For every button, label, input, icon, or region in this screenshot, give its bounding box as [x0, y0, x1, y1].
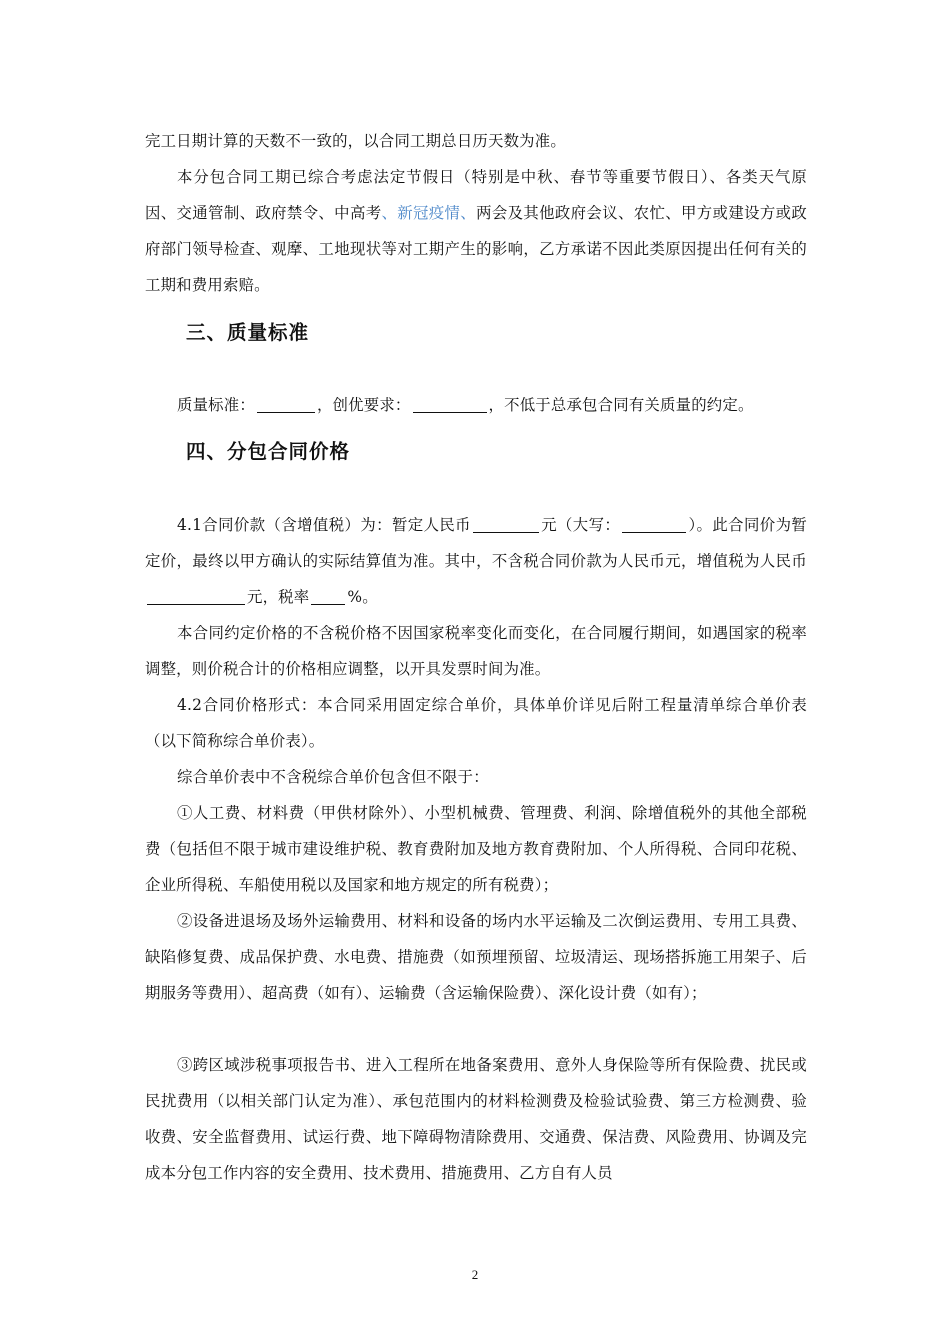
blank-line: [473, 517, 539, 533]
paragraph-price-4-1: [145, 507, 807, 615]
list-item-2: ②设备进退场及场外运输费用、材料和设备的场内水平运输及二次倒运费用、专用工具费、缺陷修复费、成品保护费、水电费、措施费（如预埋预留、垃圾清运、现场搭拆施工用架子、后期服务等费用）、超高费（如有）、运输费（含运输保险费）、深化设计费（如有）；: [145, 912, 807, 1002]
text-segment: 4.1合同价款（含增值税）为：暂定人民币: [177, 516, 471, 534]
blank-line: [622, 517, 686, 533]
paragraph-duration-factors: [145, 159, 807, 303]
highlighted-text: 、新冠疫情、: [381, 204, 477, 222]
list-item-3: ③跨区域涉税事项报告书、进入工程所在地备案费用、意外人身保险等所有保险费、扰民或民扰费用（以相关部门认定为准）、承包范围内的材料检测费及检验试验费、第三方检测费、验收费、安全监督费用、试运行费、地下障碍物清除费用、交通费、保洁费、风险费用、协调及完成本分包工作内容的安全费用、技术费用、措施费用、乙方自有人员: [145, 1056, 807, 1182]
paragraph-unit-price-intro: 综合单价表中不含税综合单价包含但不限于：: [177, 768, 489, 786]
blank-line: [257, 397, 315, 413]
page-number: 2: [471, 1267, 479, 1282]
paragraph-tax-rate: 本合同约定价格的不含税价格不因国家税率变化而变化，在合同履行期间，如遇国家的税率调整，则价税合计的价格相应调整，以开具发票时间为准。: [145, 624, 807, 678]
text-segment: %。: [347, 588, 378, 606]
text-segment: ，创优要求：: [316, 396, 411, 414]
paragraph-quality-standard: [145, 387, 807, 423]
text-segment: ，不低于总承包合同有关质量的约定。: [488, 396, 754, 414]
text-segment: 质量标准：: [177, 396, 255, 414]
text-segment: 本分包合同工期已综合考虑法定节假日（特别是中秋、春节等重要节假日）、各类天气原因、交通管制、政府禁令、中高考: [145, 168, 807, 222]
text-segment: 元，税率: [247, 588, 310, 606]
text-segment: 元（大写：: [540, 516, 621, 534]
paragraph-duration-end: 完工日期计算的天数不一致的，以合同工期总日历天数为准。: [145, 132, 566, 150]
blank-line: [147, 589, 245, 605]
blank-line: [413, 397, 487, 413]
section-heading-quality: 三、质量标准: [186, 321, 310, 344]
text-segment: ）。此合同价为暂定价，最终以甲方确认的实际结算值为准。其中，不含税合同价款为人民币元，增值税为人民币: [145, 516, 807, 570]
blank-line: [311, 589, 345, 605]
list-item-1: ①人工费、材料费（甲供材除外）、小型机械费、管理费、利润、除增值税外的其他全部税费（包括但不限于城市建设维护税、教育费附加及地方教育费附加、个人所得税、合同印花税、企业所得税、车船使用税以及国家和地方规定的所有税费）；: [145, 804, 807, 894]
section-heading-price: 四、分包合同价格: [186, 440, 351, 463]
paragraph-price-4-2: 4.2合同价格形式：本合同采用固定综合单价，具体单价详见后附工程量清单综合单价表（以下简称综合单价表）。: [145, 696, 807, 750]
text-segment: 两会及其他政府会议、农忙、甲方或建设方或政府部门领导检查、观摩、工地现状等对工期产生的影响，乙方承诺不因此类原因提出任何有关的工期和费用索赔。: [145, 204, 807, 294]
